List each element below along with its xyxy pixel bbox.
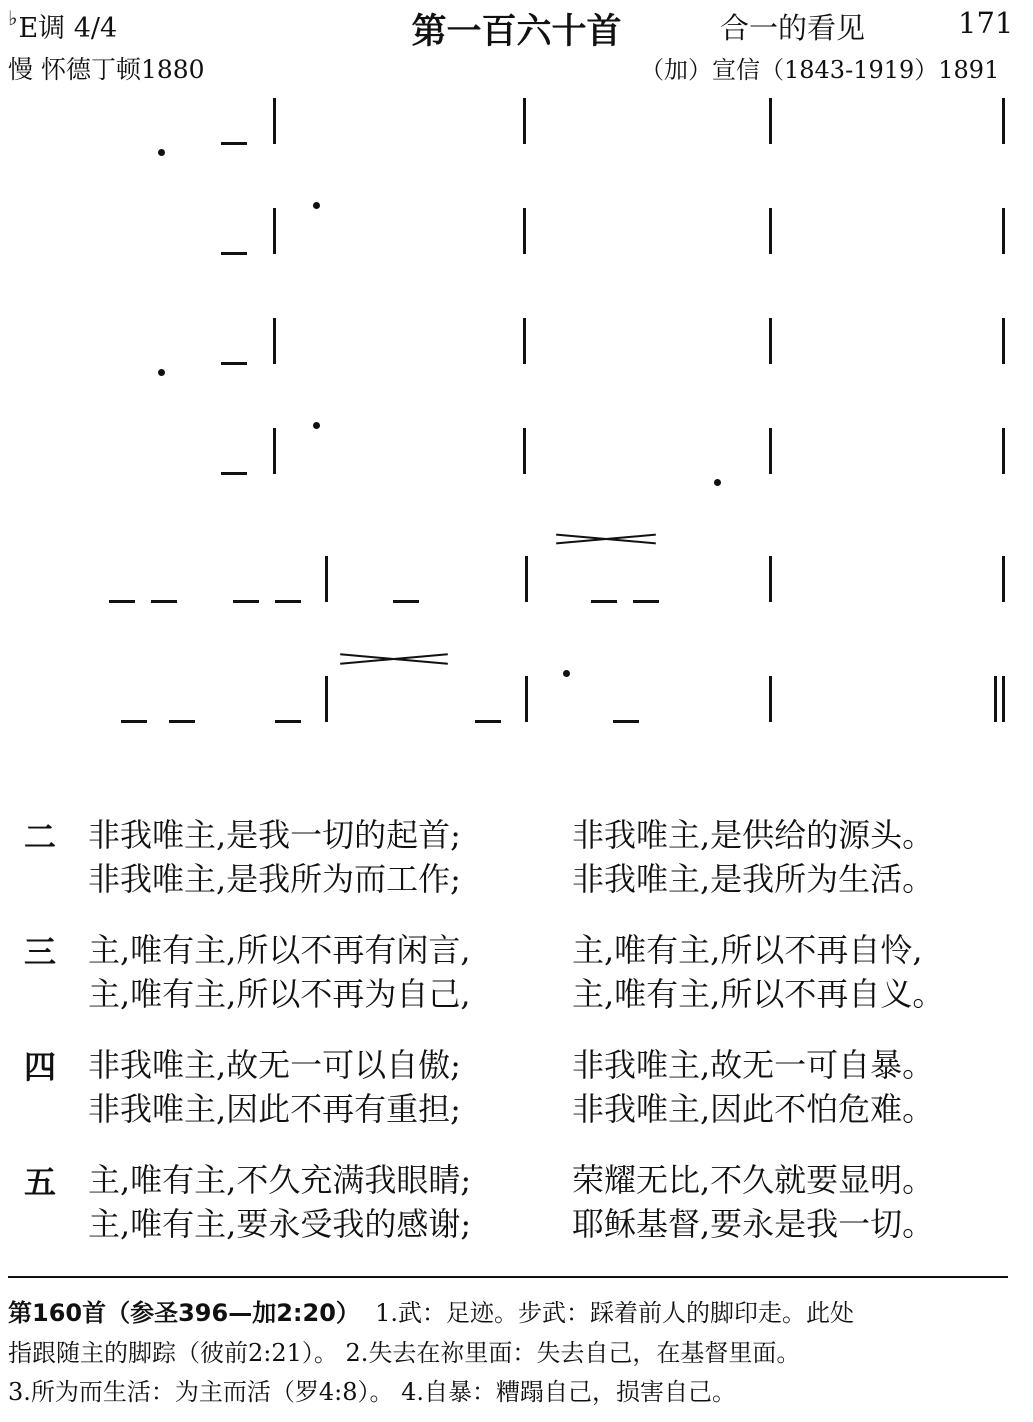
verse-line: 主,唯有主,所以不再自义。 (572, 975, 945, 1013)
key-text: E调 4/4 (18, 13, 118, 44)
footnote-divider (8, 1276, 1008, 1278)
underline (475, 720, 501, 723)
footnote-reference: 第160首（参圣396—加2:20） (8, 1299, 360, 1327)
underline (633, 600, 659, 603)
underline (221, 252, 247, 255)
underline (221, 472, 247, 475)
verse-number: 四 (24, 1048, 57, 1086)
verse-line: 非我唯主,故无一可自暴。 (572, 1046, 935, 1084)
octave-dot-high (313, 422, 320, 429)
verse-line: 非我唯主,是供给的源头。 (572, 816, 935, 854)
verse-line: 耶稣基督,要永是我一切。 (572, 1205, 935, 1243)
barline (523, 208, 526, 254)
barline (769, 98, 772, 144)
octave-dot-low (714, 479, 721, 486)
barline (273, 98, 276, 144)
underline (121, 720, 147, 723)
barline (769, 428, 772, 474)
verse-line: 主,唯有主,不久充满我眼睛; (88, 1161, 472, 1199)
octave-dot-low (158, 369, 165, 376)
tempo-author: 慢 怀德丁顿1880 (8, 55, 205, 84)
barline (273, 428, 276, 474)
underline (221, 142, 247, 145)
footnote-line-3: 3.所为而生活：为主而活（罗4:8）。 4.自暴：糟蹋自己，损害自己。 (8, 1378, 737, 1406)
hymn-title: 第一百六十首 (411, 12, 622, 52)
verse-number: 五 (24, 1163, 57, 1201)
barline (523, 318, 526, 364)
composer-credit: （加）宣信（1843-1919）1891 (640, 56, 1000, 84)
footnote-1: 1.武：足迹。步武：踩着前人的脚印走。此处 (375, 1299, 855, 1327)
verse-line: 非我唯主,故无一可以自傲; (88, 1046, 461, 1084)
barline (1002, 556, 1005, 602)
barline (1002, 318, 1005, 364)
footnote-line-1 (8, 1293, 854, 1328)
underline (221, 362, 247, 365)
final-barline (994, 676, 997, 722)
barline (769, 676, 772, 722)
octave-dot-high (563, 670, 570, 677)
verse-line: 主,唯有主,所以不再为自己, (88, 975, 471, 1013)
barline (525, 676, 528, 722)
verse-line: 非我唯主,因此不怕危难。 (572, 1090, 935, 1128)
barline (769, 208, 772, 254)
verse-line: 非我唯主,是我所为生活。 (572, 860, 935, 898)
hymn-subtitle: 合一的看见 (720, 11, 866, 45)
underline (151, 600, 177, 603)
verse-line: 主,唯有主,要永受我的感谢; (88, 1205, 472, 1243)
barline (1002, 428, 1005, 474)
octave-dot-low (158, 149, 165, 156)
verse-number: 二 (24, 818, 57, 856)
page-number: 171 (958, 6, 1014, 40)
barline (1002, 676, 1005, 722)
underline (233, 600, 259, 603)
underline (275, 600, 301, 603)
barline (273, 208, 276, 254)
barline (325, 676, 328, 722)
underline (613, 720, 639, 723)
barline (523, 98, 526, 144)
verse-line: 非我唯主,是我一切的起首; (88, 816, 461, 854)
barline (273, 318, 276, 364)
octave-dot-high (313, 202, 320, 209)
barline (1002, 208, 1005, 254)
verse-line: 荣耀无比,不久就要显明。 (572, 1161, 935, 1199)
underline (591, 600, 617, 603)
footnote-line-2: 指跟随主的脚踪（彼前2:21）。 2.失去在祢里面：失去自己，在基督里面。 (8, 1339, 801, 1367)
verse-line: 非我唯主,因此不再有重担; (88, 1090, 461, 1128)
barline (769, 318, 772, 364)
barline (1002, 98, 1005, 144)
underline (275, 720, 301, 723)
barline (523, 428, 526, 474)
verse-line: 主,唯有主,所以不再有闲言, (88, 931, 471, 969)
verse-number: 三 (24, 933, 57, 971)
underline (393, 600, 419, 603)
underline (169, 720, 195, 723)
barline (525, 556, 528, 602)
barline (325, 556, 328, 602)
verse-line: 非我唯主,是我所为而工作; (88, 860, 461, 898)
flat-icon: ♭ (8, 6, 18, 30)
barline (769, 556, 772, 602)
verse-line: 主,唯有主,所以不再自怜, (572, 931, 923, 969)
underline (109, 600, 135, 603)
